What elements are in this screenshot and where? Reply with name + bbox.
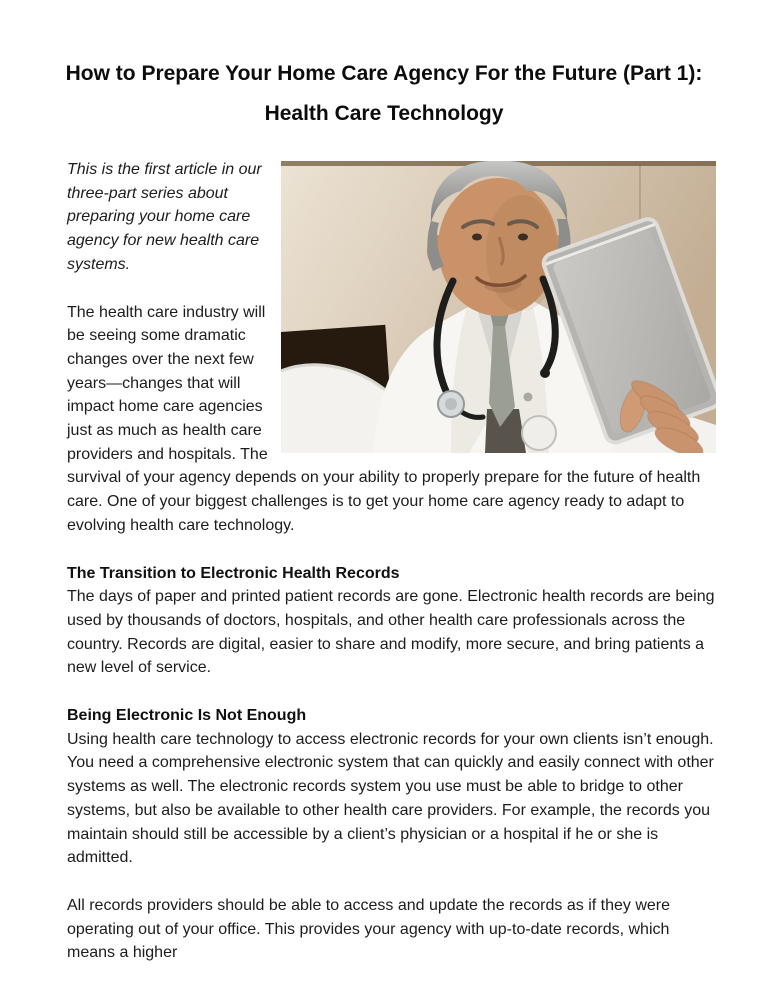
intro-paragraph: This is the first article in our three-part series about preparing your home care agency for new health care systems. <box>67 161 262 273</box>
badge <box>522 416 556 450</box>
doctor-photo-illustration <box>281 161 716 453</box>
article-body <box>0 158 768 965</box>
paragraph-industry-changes: The health care industry will be seeing some dramatic changes over the next few years—changes that will impact home care agencies just as much as health care providers and hospitals. The survival of your agency depends on your ability to properly prepare for the future of health care. One of your biggest challenges is to get your home care agency ready to adapt to evolving health care technology. <box>67 303 701 534</box>
section-body-electronic: Using health care technology to access electronic records for your own clients isn’t enough. You need a comprehensive electronic system that can quickly and easily connect with other systems as well. The electronic records system you use must be able to bridge to other systems, but also be available to other health care providers. For example, the records you maintain should still be accessible by a client’s physician or a hospital if he or she is admitted. <box>67 730 714 867</box>
eye <box>472 234 482 241</box>
section-body-ehr: The days of paper and printed patient records are gone. Electronic health records are being used by thousands of doctors, hospitals, and other health care professionals across the country. Records are digital, easier to share and modify, more secure, and bring patients a new level of service. <box>67 588 715 677</box>
title-line-1: How to Prepare Your Home Care Agency For the Future (Part 1): <box>65 62 703 85</box>
eye <box>518 234 528 241</box>
page-title <box>0 0 768 158</box>
section-heading-ehr: The Transition to Electronic Health Records <box>67 564 400 582</box>
closing-paragraph: All records providers should be able to access and update the records as if they were operating out of your office. This provides your agency with up-to-date records, which means a higher <box>67 896 670 962</box>
section-heading-electronic: Being Electronic Is Not Enough <box>67 707 307 725</box>
title-line-2: Health Care Technology <box>264 102 504 125</box>
doctor-photo <box>281 161 716 453</box>
coat-button <box>524 393 533 402</box>
